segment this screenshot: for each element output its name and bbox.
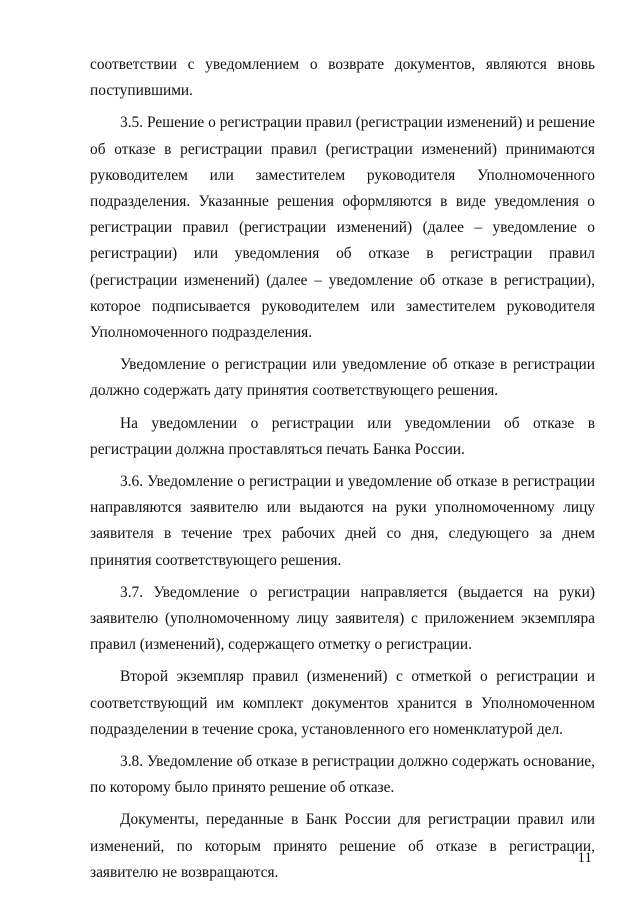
paragraph-notice-content: Уведомление о регистрации или уведомление об отказе в регистрации должно содержать дату принятия соответствующего решения. [90, 356, 595, 400]
document-body [90, 52, 595, 892]
paragraph-seal: На уведомлении о регистрации или уведомлении об отказе в регистрации должна проставляться печать Банка России. [90, 414, 595, 458]
paragraph-3-7: 3.7. Уведомление о регистрации направляется (выдается на руки) заявителю (уполномоченному лицу заявителя) с приложением экземпляра правил (изменений), содержащего отметку о регистрации. [90, 583, 595, 654]
page-number: 11 [577, 850, 592, 866]
paragraph-3-5: 3.5. Решение о регистрации правил (регистрации изменений) и решение об отказе в регистрации правил (регистрации изменений) принимаются руководителем или заместителем руководителя Уполномоченного подразделения. Указанные решения оформляются в виде уведомления о регистрации правил (регистрации изменений) (далее – уведомление о регистрации) или уведомления об отказе в регистрации правил (регистрации изменений) (далее – уведомление об отказе в регистрации), которое подписывается руководителем или заместителем руководителя Уполномоченного подразделения. [90, 114, 595, 342]
paragraph-continuation: соответствии с уведомлением о возврате документов, являются вновь поступившими. [90, 56, 595, 100]
paragraph-documents-not-returned: Документы, переданные в Банк России для регистрации правил или изменений, по которым принято решение об отказе в регистрации, заявителю не возвращаются. [90, 811, 595, 881]
paragraph-3-6: 3.6. Уведомление о регистрации и уведомление об отказе в регистрации направляются заявителю или выдаются на руки уполномоченному лицу заявителя в течение трех рабочих дней со дня, следующего за днем принятия соответствующего решения. [90, 473, 595, 569]
paragraph-second-copy: Второй экземпляр правил (изменений) с отметкой о регистрации и соответствующий им комплект документов хранится в Уполномоченном подразделении в течение срока, установленного его номенклатурой дел. [90, 668, 595, 738]
paragraph-3-8: 3.8. Уведомление об отказе в регистрации должно содержать основание, по которому было принято решение об отказе. [90, 753, 595, 797]
